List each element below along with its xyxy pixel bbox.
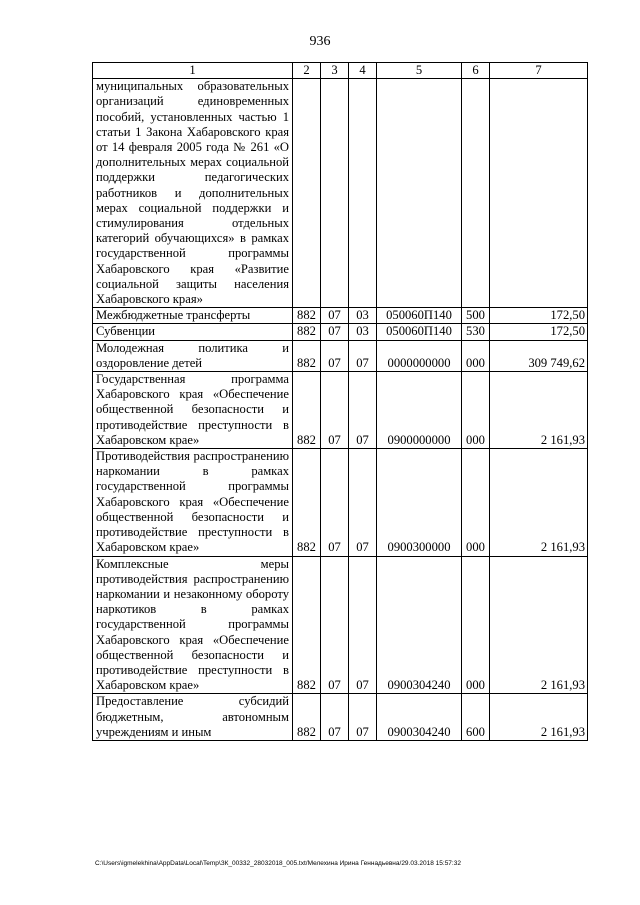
cell-7 <box>490 79 588 308</box>
cell-7: 2 161,93 <box>490 694 588 741</box>
header-cell: 3 <box>321 63 349 79</box>
row-name: муниципальных образовательных организаций единовременных пособий, установленных частью 1 статьи 1 Закона Хабаровского края от 14 февраля 2005 года № 261 «О дополнительных мерах социальной поддержки педагогических работников и дополнительных мерах социальной поддержки и стимулирования отдельных категорий обучающихся» в рамках государственной программы Хабаровского края «Развитие социальной защиты населения Хабаровского края» <box>93 79 293 308</box>
cell-5: 0900300000 <box>377 449 462 556</box>
cell-6: 000 <box>462 556 490 694</box>
header-cell: 5 <box>377 63 462 79</box>
cell-3 <box>321 79 349 308</box>
table-row <box>93 449 588 556</box>
header-row <box>93 63 588 79</box>
table-row <box>93 694 588 741</box>
row-name: Государственная программа Хабаровского края «Обеспечение общественной безопасности и противодействие преступности в Хабаровском крае» <box>93 372 293 449</box>
cell-2: 882 <box>293 372 321 449</box>
cell-3: 07 <box>321 372 349 449</box>
cell-7: 2 161,93 <box>490 449 588 556</box>
cell-2: 882 <box>293 449 321 556</box>
cell-2: 882 <box>293 694 321 741</box>
cell-7: 172,50 <box>490 308 588 324</box>
cell-2: 882 <box>293 340 321 371</box>
cell-5: 0900304240 <box>377 694 462 741</box>
cell-2: 882 <box>293 324 321 340</box>
cell-4: 07 <box>349 694 377 741</box>
header-cell: 2 <box>293 63 321 79</box>
table-row <box>93 372 588 449</box>
table-row <box>93 340 588 371</box>
cell-3: 07 <box>321 324 349 340</box>
cell-3: 07 <box>321 556 349 694</box>
row-name: Противодействия распространению наркомании в рамках государственной программы Хабаровского края «Обеспечение общественной безопасности и противодействие преступности в Хабаровском крае» <box>93 449 293 556</box>
cell-4: 07 <box>349 340 377 371</box>
header-cell: 6 <box>462 63 490 79</box>
cell-7: 2 161,93 <box>490 372 588 449</box>
cell-6: 000 <box>462 449 490 556</box>
cell-4: 07 <box>349 372 377 449</box>
row-name: Субвенции <box>93 324 293 340</box>
row-name: Комплексные меры противодействия распространению наркомании и незаконному обороту наркотиков в рамках государственной программы Хабаровского края «Обеспечение общественной безопасности и противодействие преступности в Хабаровском крае» <box>93 556 293 694</box>
cell-2: 882 <box>293 308 321 324</box>
table-row <box>93 79 588 308</box>
cell-7: 2 161,93 <box>490 556 588 694</box>
cell-6 <box>462 79 490 308</box>
budget-table <box>92 62 588 741</box>
cell-4: 07 <box>349 449 377 556</box>
cell-2: 882 <box>293 556 321 694</box>
cell-3: 07 <box>321 694 349 741</box>
footer-path: C:\Users\igmelekhina\AppData\Local\Temp\ЗК_00332_28032018_005.txt/Мелехина Ирина Геннадьевна/29.03.2018 15:57:32 <box>95 860 461 867</box>
cell-3: 07 <box>321 340 349 371</box>
cell-6: 500 <box>462 308 490 324</box>
cell-4: 03 <box>349 324 377 340</box>
cell-6: 000 <box>462 340 490 371</box>
cell-5 <box>377 79 462 308</box>
cell-6: 000 <box>462 372 490 449</box>
cell-4 <box>349 79 377 308</box>
table-row <box>93 324 588 340</box>
header-cell: 4 <box>349 63 377 79</box>
header-cell: 7 <box>490 63 588 79</box>
row-name: Предоставление субсидий бюджетным, автономным учреждениям и иным <box>93 694 293 741</box>
cell-5: 050060П140 <box>377 308 462 324</box>
cell-5: 0900304240 <box>377 556 462 694</box>
cell-6: 530 <box>462 324 490 340</box>
cell-4: 07 <box>349 556 377 694</box>
row-name: Молодежная политика и оздоровление детей <box>93 340 293 371</box>
header-cell: 1 <box>93 63 293 79</box>
cell-3: 07 <box>321 308 349 324</box>
cell-7: 309 749,62 <box>490 340 588 371</box>
row-name: Межбюджетные трансферты <box>93 308 293 324</box>
page-number: 936 <box>309 34 331 49</box>
cell-3: 07 <box>321 449 349 556</box>
table-row <box>93 308 588 324</box>
cell-5: 0000000000 <box>377 340 462 371</box>
cell-6: 600 <box>462 694 490 741</box>
table-row <box>93 556 588 694</box>
cell-4: 03 <box>349 308 377 324</box>
cell-7: 172,50 <box>490 324 588 340</box>
cell-5: 0900000000 <box>377 372 462 449</box>
cell-2 <box>293 79 321 308</box>
cell-5: 050060П140 <box>377 324 462 340</box>
